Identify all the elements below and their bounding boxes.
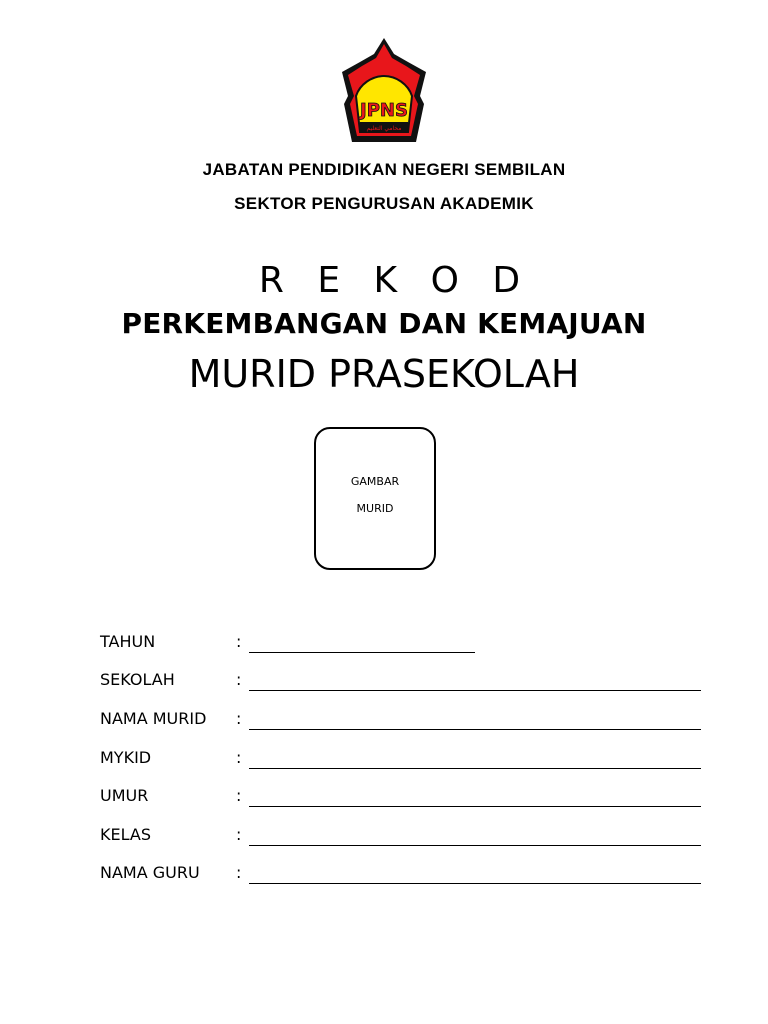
photo-label-line2: MURID [356, 502, 394, 515]
form-row-tahun [100, 632, 710, 656]
form-label-nama-murid: NAMA MURID [100, 709, 207, 728]
logo-motto: ﻣﺤﺎﻣﻲ ﺍﻟﺘﻌﻠﻴﻢ [366, 125, 402, 132]
photo-label-line1: GAMBAR [350, 475, 400, 488]
sector-name: SEKTOR PENGURUSAN AKADEMIK [234, 194, 534, 213]
form-colon: : [236, 786, 242, 805]
nama-murid-field[interactable] [249, 729, 701, 730]
form-colon: : [236, 748, 242, 767]
mykid-field[interactable] [249, 768, 701, 769]
form-row-umur [100, 786, 710, 810]
form-row-nama-guru [100, 863, 710, 887]
form-label-tahun: TAHUN [100, 632, 156, 651]
nama-guru-field[interactable] [249, 883, 701, 884]
form-colon: : [236, 825, 242, 844]
form-colon: : [236, 863, 242, 882]
form-label-mykid: MYKID [100, 748, 152, 767]
form-label-kelas: KELAS [100, 825, 151, 844]
title-perkembangan: PERKEMBANGAN DAN KEMAJUAN [121, 307, 647, 340]
form-row-mykid [100, 748, 710, 772]
form-label-sekolah: SEKOLAH [100, 670, 175, 689]
form-row-nama-murid [100, 709, 710, 733]
form-label-nama-guru: NAMA GURU [100, 863, 200, 882]
kelas-field[interactable] [249, 845, 701, 846]
form-colon: : [236, 632, 242, 651]
form-row-sekolah [100, 670, 710, 694]
umur-field[interactable] [249, 806, 701, 807]
form-colon: : [236, 709, 242, 728]
title-murid-prasekolah: MURID PRASEKOLAH [188, 352, 580, 396]
student-photo-box [314, 427, 436, 570]
form-label-umur: UMUR [100, 786, 149, 805]
tahun-field[interactable] [249, 652, 475, 653]
form-row-kelas [100, 825, 710, 849]
sekolah-field[interactable] [249, 690, 701, 691]
title-rekod: R E K O D [258, 260, 532, 301]
logo-text: JPNS [360, 100, 408, 121]
jpns-logo [336, 36, 432, 148]
form-colon: : [236, 670, 242, 689]
department-name: JABATAN PENDIDIKAN NEGERI SEMBILAN [202, 160, 566, 179]
